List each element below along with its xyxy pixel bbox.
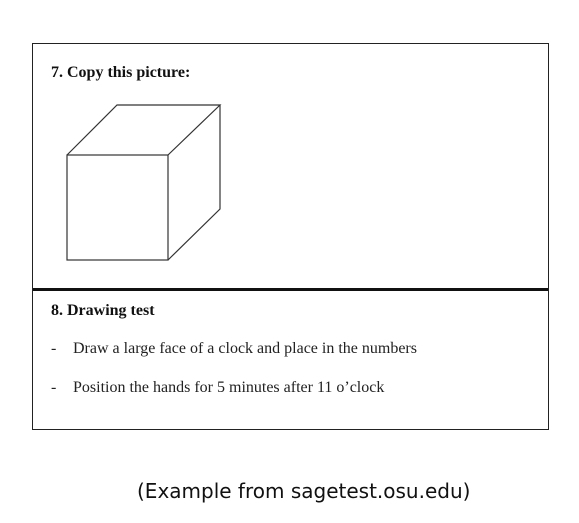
cube-front-face [67, 155, 168, 260]
cube-top-face [67, 105, 220, 155]
source-caption: (Example from sagetest.osu.edu) [137, 479, 471, 503]
section-divider [33, 288, 548, 291]
bullet-dash: - [51, 379, 57, 396]
instruction-list [51, 340, 417, 418]
cube-drawing [33, 44, 548, 284]
test-form-box [32, 43, 549, 430]
instruction-item [51, 340, 417, 360]
bullet-dash: - [51, 340, 57, 357]
cube-side-face [168, 105, 220, 260]
question-7-title: 7. Copy this picture: [51, 64, 191, 81]
instruction-item [51, 379, 417, 399]
instruction-text: Position the hands for 5 minutes after 11 o’clock [73, 379, 385, 396]
instruction-text: Draw a large face of a clock and place in the numbers [73, 340, 417, 357]
question-8-title: 8. Drawing test [51, 302, 155, 319]
